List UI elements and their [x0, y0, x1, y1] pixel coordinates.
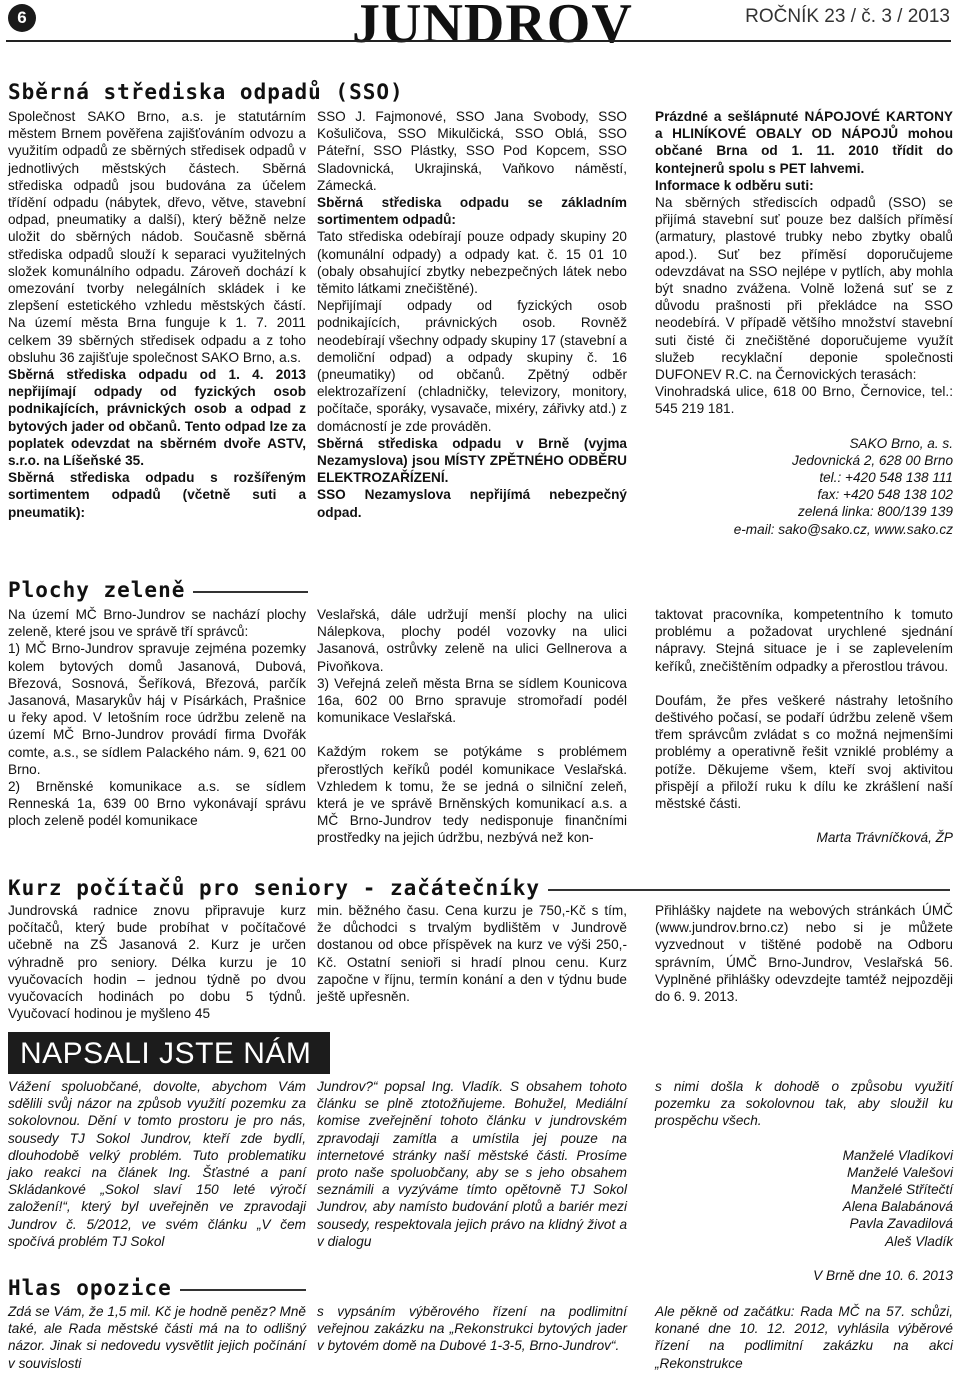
napsali-column-2 [317, 1078, 627, 1274]
masthead-rule [6, 40, 951, 42]
zelen-closing: Doufám, že přes veškeré nástrahy letošního deštivého počasí, se podaří údržbu zeleně všem třem správcům zvládat s co možná nejmenšími problémy a operativně řešit vzniklé problémy a potíže. Děkujeme všem, kteří svoj aktivitou přispějí a přiloží ruku k dílu ke zkrášlení naší městské části. [655, 692, 953, 812]
sso-electro-notice: Sběrná střediska odpadu v Brně (vyjma Nezamyslova) jsou MÍSTY ZPĚTNÉHO ODBĚRU ELEKTROZAŘÍZENÍ. [317, 435, 627, 486]
signature-2: Manželé Valešovi [846, 1164, 953, 1180]
zelen-intro: Na území MČ Brno-Jundrov se nachází plochy zeleně, které jsou ve správě tří správců: [8, 607, 306, 640]
opozice-text-2: s vypsáním výběrového řízení na podlimitní veřejnou zakázku na „Rekonstrukci bytových jader v bytovém domě na Dubové 1-3-5, Brno-Jundrov“. [317, 1304, 627, 1354]
sso-basic-text: Tato střediska odebírají pouze odpady skupiny 20 (komunální odpady) a odpady kat. č. 15 01 10 (obaly obsahující zbytky nebezpečných látek nebo těmito látkami znečištěné). [317, 229, 627, 297]
kurz-text-1: Jundrovská radnice znovu připravuje kurz počítačů, který bude probíhat v počítačové učebně na ZŠ Jasanová 2. Kurz je určen výhradně pro seniory. Délka kurzu je 10 vyučovacích hodin – jednou týdně po dvou vyučovacích hodinách po dobu 5 týdnů. Vyučovací hodinou je myšleno 45 [8, 903, 306, 1022]
heading-rule-zelen [180, 591, 308, 593]
section-heading-napsali: NAPSALI JSTE NÁM [8, 1032, 330, 1074]
heading-rule-kurz [520, 889, 950, 891]
opozice-column-1 [8, 1303, 306, 1373]
opozice-text-3: Ale pěkně od začátku: Rada MČ na 57. schůzi, konané dne 10. 12. 2012, vyhlásila výběrové řízení na podlimitní zakázku na akci „Rekonstrukce [655, 1304, 953, 1371]
sso-extended-label: Sběrná střediska odpadu s rozšířeným sortimentem odpadů (včetně suti a pneumatik): [8, 470, 306, 520]
zelen-column-3 [655, 606, 953, 872]
letter-date: V Brně dne 10. 6. 2013 [813, 1267, 953, 1283]
opozice-text-1: Zdá se Vám, že 1,5 mil. Kč je hodně peněz? Mně také, ale Rada městské části má na to odlišný názor. Jinak si nedovedu vysvětlit jejich počínání v souvislosti [8, 1304, 306, 1371]
sso-rubble-address: Vinohradská ulice, 618 00 Brno, Černovice, tel.: 545 219 181. [655, 384, 953, 417]
zelen-streets: Veslařská, dále udržují menší plochy na ulici Nálepkova, plochy podél vozovky na ulici Jasanová, ostrůvky zeleně na ulici Gellnerova a Pivoňkova. [317, 607, 627, 674]
zelen-signature: Marta Trávníčková, ŽP [816, 830, 953, 846]
contact-fax: fax: +420 548 138 102 [817, 487, 953, 503]
page-number: 6 [8, 4, 36, 32]
kurz-text-3: Přihlášky najdete na webových stránkách ÚMČ (www.jundrov.brno.cz) nebo si je můžete vyzvednout v tištěné podobě na Odboru správním, ÚMČ Brno-Jundrov, Veslařská 56. Vyplněné přihlášky odevzdejte tamtéž nejpozději do 6. 9. 2013. [655, 903, 953, 1005]
sso-rule-paragraph: Sběrná střediska odpadu od 1. 4. 2013 nepřijímají odpady od fyzických osob podnikajících, právnických osob a odpad z bytových jader od občanů. Tento odpad lze za poplatek odevzdat na sběrném dvoře ASTV, s.r.o. na Líšeňské 35. [8, 367, 306, 469]
sso-basic-label: Sběrná střediska odpadu se základním sortimentem odpadů: [317, 195, 627, 228]
section-heading-sso: Sběrná střediska odpadů (SSO) [8, 80, 412, 104]
kurz-column-3 [655, 902, 953, 1026]
contact-phone: tel.: +420 548 138 111 [819, 470, 953, 486]
contact-email: e-mail: sako@sako.cz, www.sako.cz [733, 521, 953, 537]
zelen-manager-3: 3) Veřejná zeleň města Brna se sídlem Kounicova 16a, 602 00 Brno spravuje stromořadí podél komunikace Veslařská. [317, 675, 627, 726]
signature-5: Pavla Zavadilová [849, 1216, 953, 1232]
opozice-column-3 [655, 1303, 953, 1373]
contact-name: SAKO Brno, a. s. [849, 435, 953, 451]
signature-3: Manželé Střítečtí [851, 1182, 953, 1198]
zelen-manager-1: 1) MČ Brno-Jundrov spravuje zejména pozemky kolem bytových domů Jasanová, Dubová, Březová, Sosnová, Šeříková, Březová, parčík Jasanová, Masarykův háj v Písárkách, Prašnice u řeky apod. V letošním roce údržbu zeleně na území MČ Brno-Jundrov provádí firma Dvořák comte, a.s., se sídlem Palackého nám. 9, 621 00 Brno. [8, 641, 306, 777]
newspaper-brand: JUNDROV [352, 0, 633, 55]
napsali-text-3: s nimi došla k dohodě o způsobu využití pozemku za sokolovnou tak, aby sloužil ku prospěchu všech. [655, 1079, 953, 1129]
napsali-column-3 [655, 1078, 953, 1283]
sso-column-3 [655, 108, 953, 578]
zelen-manager-2: 2) Brněnské komunikace a.s. se sídlem Renneská 1a, 639 00 Brno vykonávají správu ploch zeleně podél komunikace [8, 779, 306, 829]
zelen-problem: Každým rokem se potýkáme s problémem přerostlých keříků podél komunikace Veslařská. Vzhledem k tomu, že se jedná o silniční zeleň, která je ve správě Brněnských komunikací a.s. a MČ Brno-Jundrov tedy nedisponuje finančními prostředky na jejich údržbu, nezbývá než kon- [317, 744, 627, 846]
sso-column-2 [317, 108, 627, 578]
contact-hotline: zelená linka: 800/139 139 [798, 504, 953, 520]
signature-4: Alena Balabánová [842, 1199, 953, 1215]
sso-nezamyslova-notice: SSO Nezamyslova nepřijímá nebezpečný odpad. [317, 487, 627, 520]
napsali-column-1 [8, 1078, 306, 1274]
issue-info: ROČNÍK 23 / č. 3 / 2013 [745, 6, 950, 27]
section-heading-zelen: Plochy zeleně [8, 578, 193, 602]
sso-intro-paragraph: Společnost SAKO Brno, a.s. je statutárním městem Brnem pověřena zajišťováním odvozu a využitím odpadů ze sběrných středisek odpadů v jednotlivých městských částech. Sběrná střediska odpadů jsou budována za účelem třídění odpadu (nábytek, dřevo, větve, stavební odpad, pneumatiky a další), který běžně nelze uložit do sběrných nádob. Současně sběrná střediska odpadů slouží k separaci využitelných složek komunálního odpadu. Zároveň dochází k omezování tvorby nelegálních skládek i ke zlepšení estetického vzhledu městských částí. Na území města Brna funguje k 1. 7. 2011 celkem 39 sběrných středisek odpadu a z toho obsluhu 36 zajišťuje společnost SAKO Brno, a.s. [8, 109, 306, 365]
zelen-column-2 [317, 606, 627, 872]
kurz-column-1 [8, 902, 306, 1026]
kurz-column-2 [317, 902, 627, 1026]
signature-1: Manželé Vladíkovi [842, 1147, 953, 1163]
sso-rubble-text: Na sběrných střediscích odpadů (SSO) se přijímá stavební suť pouze bez dalších příměsí (armatury, plastové trubky nebo zbytky obalů apod.). Suť bez příměsí doporučujeme odevzdávat na SSO nejlépe v pytlích, aby mohla být snadno zvážena. Volně ložená suť se z důvodu prašnosti při překládce na SSO neodebírá. V případě většího množství stavební suti čisté či znečištěné doporučujeme využít služeb recyklační deponie společnosti DUFONEV R.C. na Černovických terasách: [655, 195, 953, 383]
heading-rule-opozice [175, 1289, 306, 1291]
napsali-text-1: Vážení spoluobčané, dovolte, abychom Vám sdělili svůj názor na způsob využití pozemku za sokolovnou. Dění v tomto prostoru je pro nás, sousedy TJ Sokol Jundrov, kteří zde bydlí, dlouhodobě velký problém. Tuto problematiku jako reakci na článek Ing. Šťastné a paní Skládankové „Sokol slaví 150 leté výročí založení!“, který byl uveřejněn ve zpravodaji Jundrov č. 5/2012, ve svém článku „V čem spočívá problém TJ Sokol [8, 1079, 306, 1249]
zelen-column-1 [8, 606, 306, 872]
section-heading-opozice: Hlas opozice [8, 1276, 180, 1300]
napsali-text-2: Jundrov?“ popsal Ing. Vladík. S obsahem tohoto článku se plně ztotožňujeme. Bohužel, Mediální komise zveřejnění tohoto článku v jundrovském zpravodaji zamítla a umístila jej pouze na internetové stránky naší městské části. Prosíme proto naše spoluobčany, aby se s jeho obsahem seznámili a vyzýváme tímto opětovně TJ Sokol Jundrov, aby namísto budování plotů a bariér mezi sousedy, respektovala jejich právo na klidný život a v dialogu [317, 1079, 627, 1249]
kurz-text-2: min. běžného času. Cena kurzu je 750,-Kč s tím, že důchodci s trvalým bydlištěm v Jundrově dostanou od obce příspěvek na kurz ve výši 250,-Kč. Ostatní senioři si hradí plnou cenu. Kurz započne v říjnu, termín konání a den v týdnu bude ještě upřesněn. [317, 903, 627, 1005]
contact-address: Jedovnická 2, 628 00 Brno [792, 452, 953, 468]
zelen-continuation: taktovat pracovníka, kompetentního k tomuto problému a požadovat urychlené sjednání nápravy. Stejná situace je i se zaplevelením keříků, znečištěním odpadky a přerostlou trávou. [655, 607, 953, 674]
sso-cartons-notice: Prázdné a sešlápnuté NÁPOJOVÉ KARTONY a HLINÍKOVÉ OBALY OD NÁPOJŮ mohou občané Brna od 1. 11. 2010 třídit do kontejnerů spolu s PET lahvemi. [655, 109, 953, 176]
sso-restrictions-text: Nepřijímají odpady od fyzických osob podnikajících, právnických osob. Rovněž neodebírají všechny odpady skupiny 17 (stavební a demoliční odpad) a odpady skupiny č. 16 (pneumatiky) od občanů. Zpětný odběr elektrozařízení (chladničky, televizory, monitory, počítače, sporáky, vysavače, mixéry, zářivky atd.) z domácností je zde prováděn. [317, 298, 627, 434]
signature-6: Aleš Vladík [884, 1233, 953, 1249]
sso-extended-list: SSO J. Fajmonové, SSO Jana Svobody, SSO Košuličova, SSO Mikulčická, SSO Oblá, SSO Páteřní, SSO Plástky, SSO Pod Kopcem, SSO Sladovnická, Ukrajinská, Vaňkovo náměstí, Zámecká. [317, 109, 627, 193]
sso-column-1 [8, 108, 306, 578]
sso-rubble-label: Informace k odběru suti: [655, 177, 814, 193]
section-heading-kurz: Kurz počítačů pro seniory - začátečníky [8, 876, 548, 900]
opozice-column-2 [317, 1303, 627, 1373]
